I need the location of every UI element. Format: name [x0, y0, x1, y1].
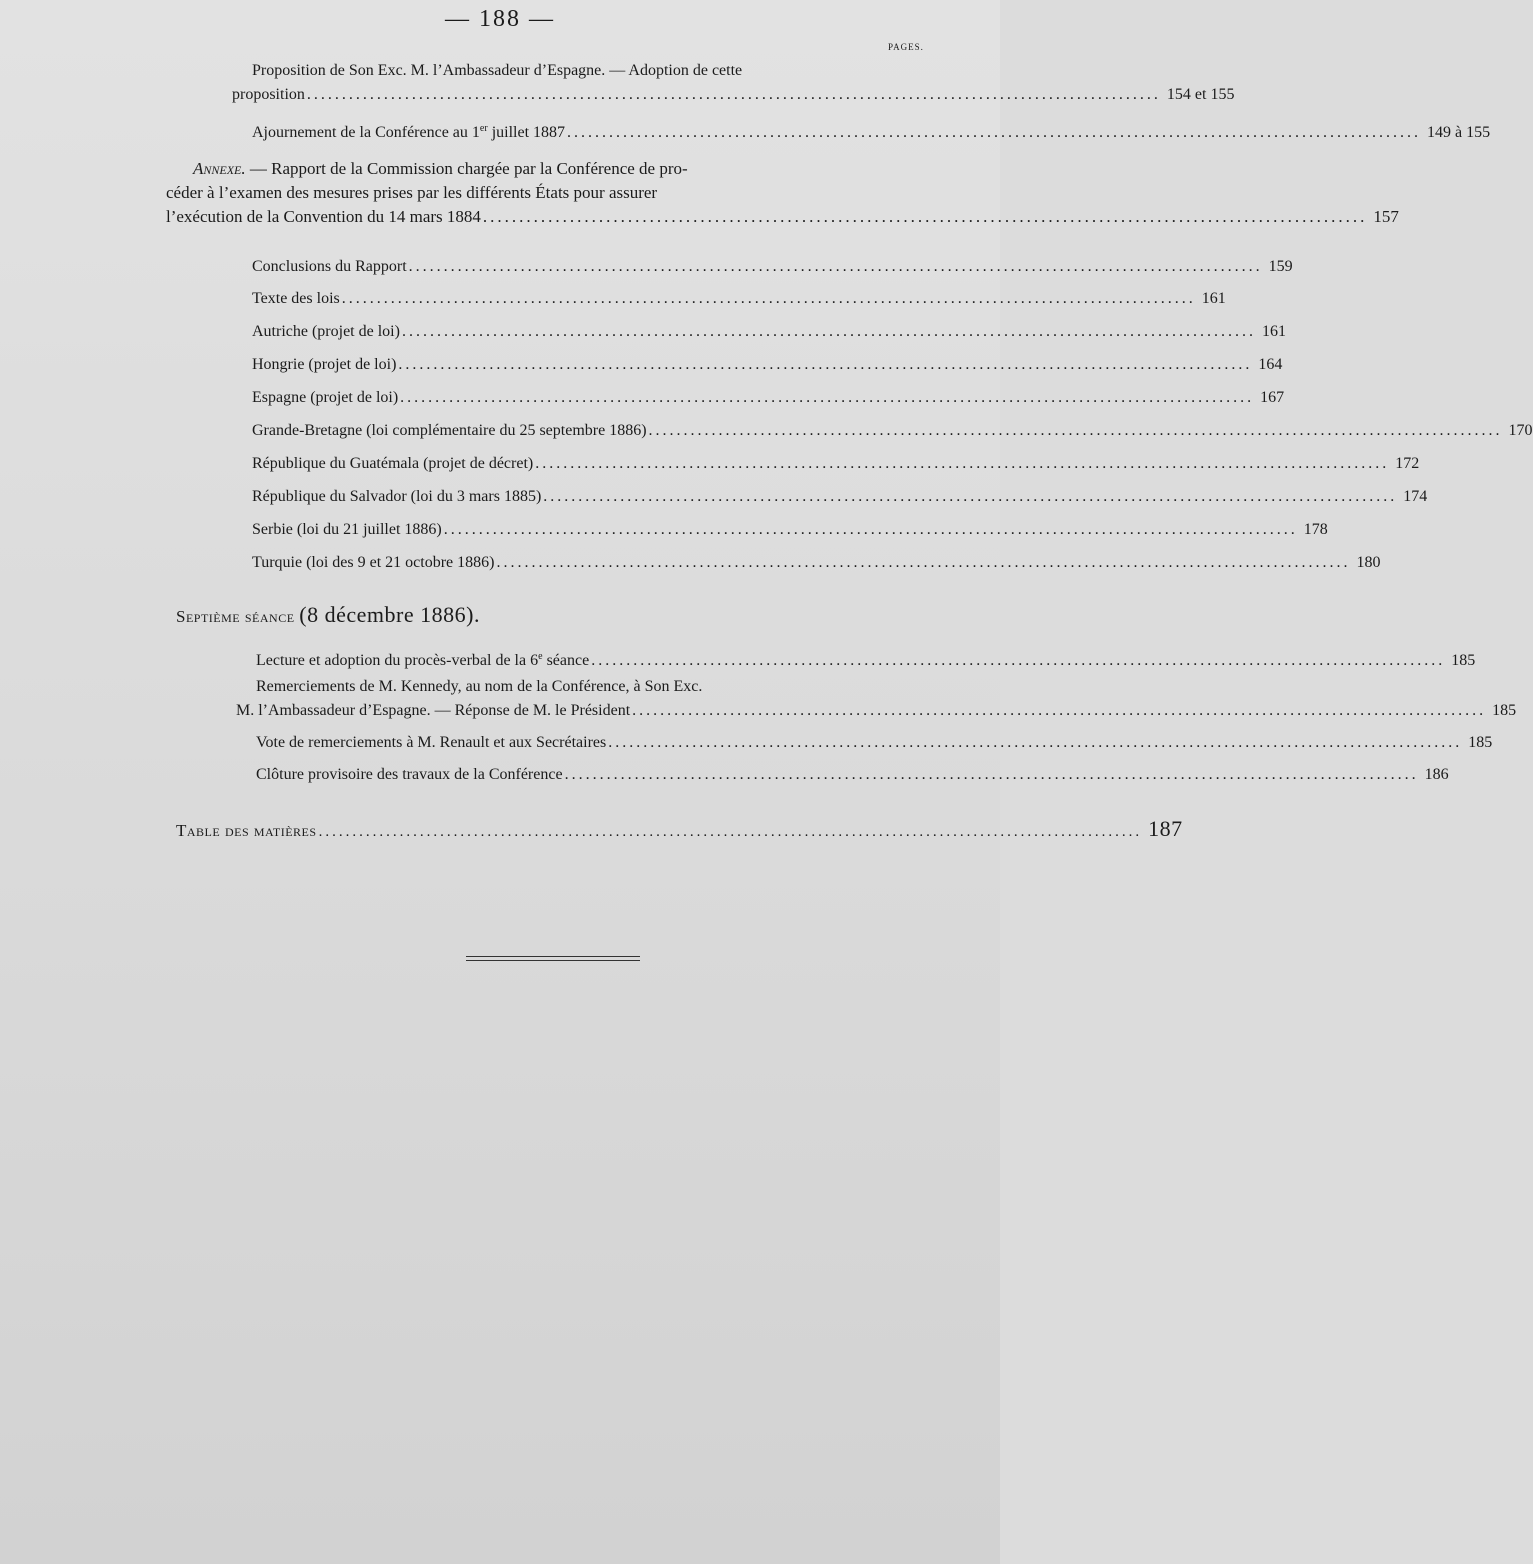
toc-entry: [236, 676, 1517, 721]
dot-leader: ..........................................................................................................................: [341, 290, 1196, 307]
section-heading-date: (8 décembre 1886).: [299, 602, 480, 627]
dot-leader: ..........................................................................................................................: [306, 86, 1161, 103]
entry-text-line: céder à l’examen des mesures prises par les différents États pour assurer: [166, 183, 658, 202]
page-ref: 174: [1403, 488, 1428, 505]
toc-entry: [252, 486, 1428, 507]
dot-leader: ..........................................................................................................................: [482, 207, 1368, 226]
toc-entry: [252, 387, 1285, 408]
closing-rule: [466, 956, 640, 961]
page-ref: 172: [1395, 455, 1420, 472]
page-ref: 164: [1258, 356, 1283, 373]
page-ref: 187: [1148, 816, 1183, 841]
section-heading: [176, 602, 480, 628]
dot-leader: ..........................................................................................................................: [648, 422, 1503, 439]
entry-text-line: proposition: [232, 86, 305, 103]
page-ref: 161: [1201, 290, 1226, 307]
dot-leader: ..........................................................................................................................: [443, 521, 1298, 538]
toc-entry: [256, 732, 1493, 753]
page-ref: 185: [1468, 734, 1493, 751]
page-ref: 161: [1261, 323, 1286, 340]
entry-text-line: Clôture provisoire des travaux de la Conférence: [256, 766, 563, 783]
toc-entry: [252, 288, 1226, 309]
dot-leader: ..........................................................................................................................: [318, 824, 1143, 840]
entry-text-line: Espagne (projet de loi): [252, 389, 399, 406]
entry-text-line: Hongrie (projet de loi): [252, 356, 397, 373]
entry-text-line: Turquie (loi des 9 et 21 octobre 1886): [252, 554, 495, 571]
toc-entry: [252, 118, 1491, 141]
toc-entry: [256, 764, 1449, 785]
entry-text-line: M. l’Ambassadeur d’Espagne. — Réponse de M. le Président: [236, 702, 631, 719]
toc-entry: [252, 420, 1533, 441]
toc-entry: [252, 552, 1381, 573]
dot-leader: ..........................................................................................................................: [632, 702, 1487, 719]
dot-leader: ..........................................................................................................................: [608, 734, 1463, 751]
toc-entry: [252, 321, 1286, 342]
entry-text-line: République du Salvador (loi du 3 mars 1885): [252, 488, 542, 505]
entry-text-line: République du Guatémala (projet de décret): [252, 455, 534, 472]
table-heading: [176, 816, 1183, 842]
page-ref: 149 à 155: [1427, 124, 1491, 141]
dot-leader: ..........................................................................................................................: [408, 258, 1263, 275]
entry-text-line: l’exécution de la Convention du 14 mars 1884: [166, 207, 481, 226]
dot-leader: ..........................................................................................................................: [401, 323, 1256, 340]
entry-text-line: Conclusions du Rapport: [252, 258, 407, 275]
entry-text-line: Autriche (projet de loi): [252, 323, 400, 340]
entry-text-line: Remerciements de M. Kennedy, au nom de la Conférence, à Son Exc.: [256, 678, 703, 695]
toc-entry: [232, 60, 1235, 105]
dot-leader: ..........................................................................................................................: [564, 766, 1419, 783]
toc-entry-annexe: [166, 158, 1399, 230]
dot-leader: ..........................................................................................................................: [496, 554, 1351, 571]
page-ref: 157: [1373, 207, 1399, 226]
page-ref: 167: [1260, 389, 1285, 406]
entry-text-line: Texte des lois: [252, 290, 340, 307]
entry-text-line: Ajournement de la Conférence au 1er juillet 1887: [252, 123, 566, 141]
toc-entry: [256, 646, 1476, 669]
toc-entry: [252, 519, 1328, 540]
dot-leader: ..........................................................................................................................: [543, 488, 1398, 505]
toc-entry: [252, 453, 1420, 474]
dot-leader: ..........................................................................................................................: [400, 389, 1255, 406]
table-heading-label: Table des matières: [176, 821, 317, 840]
entry-text-line: Lecture et adoption du procès-verbal de la 6e séance: [256, 651, 590, 669]
annexe-label: Annexe.: [193, 159, 246, 178]
entry-text-line: Annexe. — Rapport de la Commission chargée par la Conférence de pro-: [193, 159, 688, 178]
pages-column-header: PAGES.: [888, 42, 924, 52]
dot-leader: ..........................................................................................................................: [591, 652, 1446, 669]
section-heading-label: Septième séance: [176, 607, 295, 626]
page-ref: 185: [1451, 652, 1476, 669]
page-ref: 170: [1508, 422, 1533, 439]
toc-entry: [252, 354, 1283, 375]
page-ref: 178: [1303, 521, 1328, 538]
toc-entry: [252, 256, 1293, 277]
page-ref: 186: [1424, 766, 1449, 783]
page-number: — 188 —: [445, 6, 555, 32]
page-ref: 159: [1268, 258, 1293, 275]
entry-text-line: Proposition de Son Exc. M. l’Ambassadeur d’Espagne. — Adoption de cette: [252, 62, 743, 79]
page-ref: 185: [1492, 702, 1517, 719]
dot-leader: ..........................................................................................................................: [535, 455, 1390, 472]
entry-text-line: Vote de remerciements à M. Renault et aux Secrétaires: [256, 734, 607, 751]
page-ref: 154 et 155: [1166, 86, 1235, 103]
dot-leader: ..........................................................................................................................: [567, 124, 1422, 141]
page-ref: 180: [1356, 554, 1381, 571]
entry-text-line: Serbie (loi du 21 juillet 1886): [252, 521, 442, 538]
entry-text-line: Grande-Bretagne (loi complémentaire du 25 septembre 1886): [252, 422, 647, 439]
dot-leader: ..........................................................................................................................: [398, 356, 1253, 373]
